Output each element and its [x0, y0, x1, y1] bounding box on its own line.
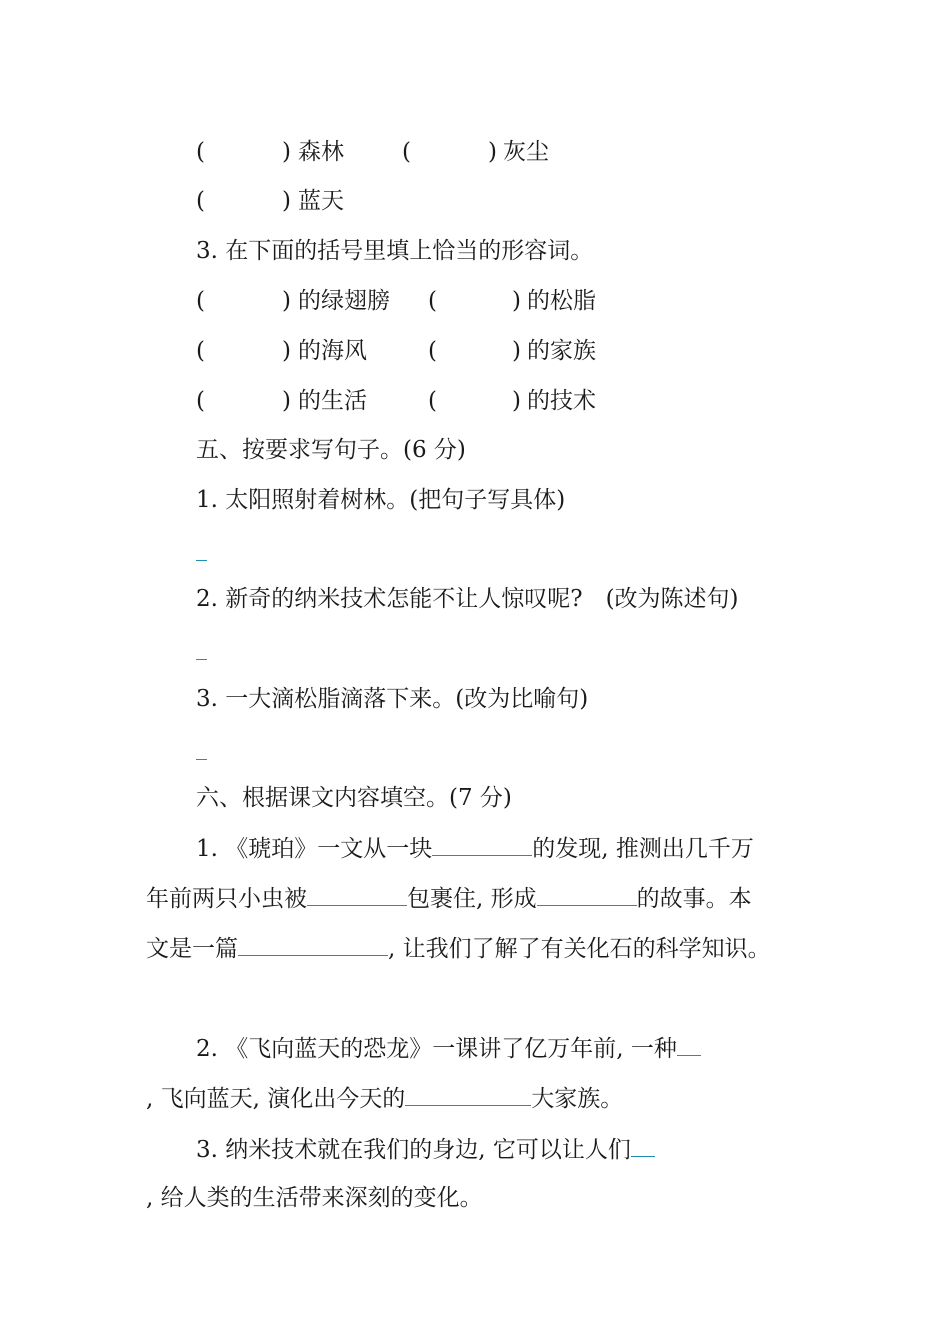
section-title: 五、按要求写句子。(6 分): [196, 437, 466, 463]
paren-open: (: [196, 288, 205, 314]
text-segment: 的故事。本: [636, 886, 752, 912]
text-segment: , 给人类的生活带来深刻的变化。: [146, 1185, 483, 1211]
question-item: 2. 新奇的纳米技术怎能不让人惊叹呢? (改为陈述句): [196, 586, 739, 612]
paren-open: (: [402, 139, 411, 165]
word-label: 的家族: [527, 338, 596, 364]
paren-open: (: [196, 388, 205, 414]
paren-close: ): [282, 388, 291, 414]
fill-line: [196, 1134, 655, 1165]
word-label: 的松脂: [527, 288, 596, 314]
blank-field[interactable]: [631, 1134, 655, 1157]
paren-close: ): [282, 188, 291, 214]
paren-close: ): [512, 288, 521, 314]
fill-line: [146, 933, 771, 964]
paren-open: (: [196, 188, 205, 214]
question-item: 3. 一大滴松脂滴落下来。(改为比喻句): [196, 686, 589, 712]
word-label: 的生活: [298, 388, 367, 414]
paren-open: (: [196, 139, 205, 165]
text-segment: , 飞向蓝天, 演化出今天的: [146, 1086, 406, 1112]
text-segment: 年前两只小虫被: [146, 886, 307, 912]
text-segment: 文是一篇: [146, 936, 238, 962]
fill-line: [146, 1083, 623, 1114]
fill-line: [146, 1183, 483, 1213]
word-label: 灰尘: [503, 139, 549, 165]
question-item: 1. 太阳照射着树林。(把句子写具体): [196, 487, 566, 513]
text-segment: 3. 纳米技术就在我们的身边, 它可以让人们: [196, 1137, 631, 1163]
text-segment: , 让我们了解了有关化石的科学知识。: [388, 936, 771, 962]
word-label: 蓝天: [298, 188, 344, 214]
paren-open: (: [428, 288, 437, 314]
text-segment: 2. 《飞向蓝天的恐龙》一课讲了亿万年前, 一种: [196, 1036, 677, 1062]
paren-close: ): [282, 139, 291, 165]
fill-line: [196, 1033, 701, 1064]
answer-line[interactable]: [196, 560, 207, 561]
text-segment: 的发现, 推测出几千万: [532, 836, 754, 862]
paren-close: ): [488, 139, 497, 165]
text-segment: 大家族。: [531, 1086, 624, 1112]
answer-line[interactable]: [196, 659, 207, 660]
paren-open: (: [428, 388, 437, 414]
question-title: 3. 在下面的括号里填上恰当的形容词。: [196, 238, 594, 264]
fill-line: [146, 883, 752, 914]
text-segment: 1. 《琥珀》一文从一块: [196, 836, 433, 862]
section-title: 六、根据课文内容填空。(7 分): [196, 785, 512, 811]
blank-field[interactable]: [405, 1083, 531, 1106]
paren-close: ): [282, 338, 291, 364]
blank-field[interactable]: [238, 933, 388, 956]
blank-field[interactable]: [537, 883, 637, 906]
word-label: 的海风: [298, 338, 367, 364]
paren-close: ): [512, 338, 521, 364]
paren-close: ): [282, 288, 291, 314]
word-label: 的绿翅膀: [298, 288, 390, 314]
paren-open: (: [428, 338, 437, 364]
paren-close: ): [512, 388, 521, 414]
fill-line: [196, 833, 754, 864]
word-label: 森林: [298, 139, 344, 165]
word-label: 的技术: [527, 388, 596, 414]
answer-line[interactable]: [196, 759, 207, 760]
blank-field[interactable]: [307, 883, 407, 906]
blank-field[interactable]: [677, 1033, 701, 1056]
blank-field[interactable]: [432, 833, 532, 856]
text-segment: 包裹住, 形成: [407, 886, 537, 912]
paren-open: (: [196, 338, 205, 364]
